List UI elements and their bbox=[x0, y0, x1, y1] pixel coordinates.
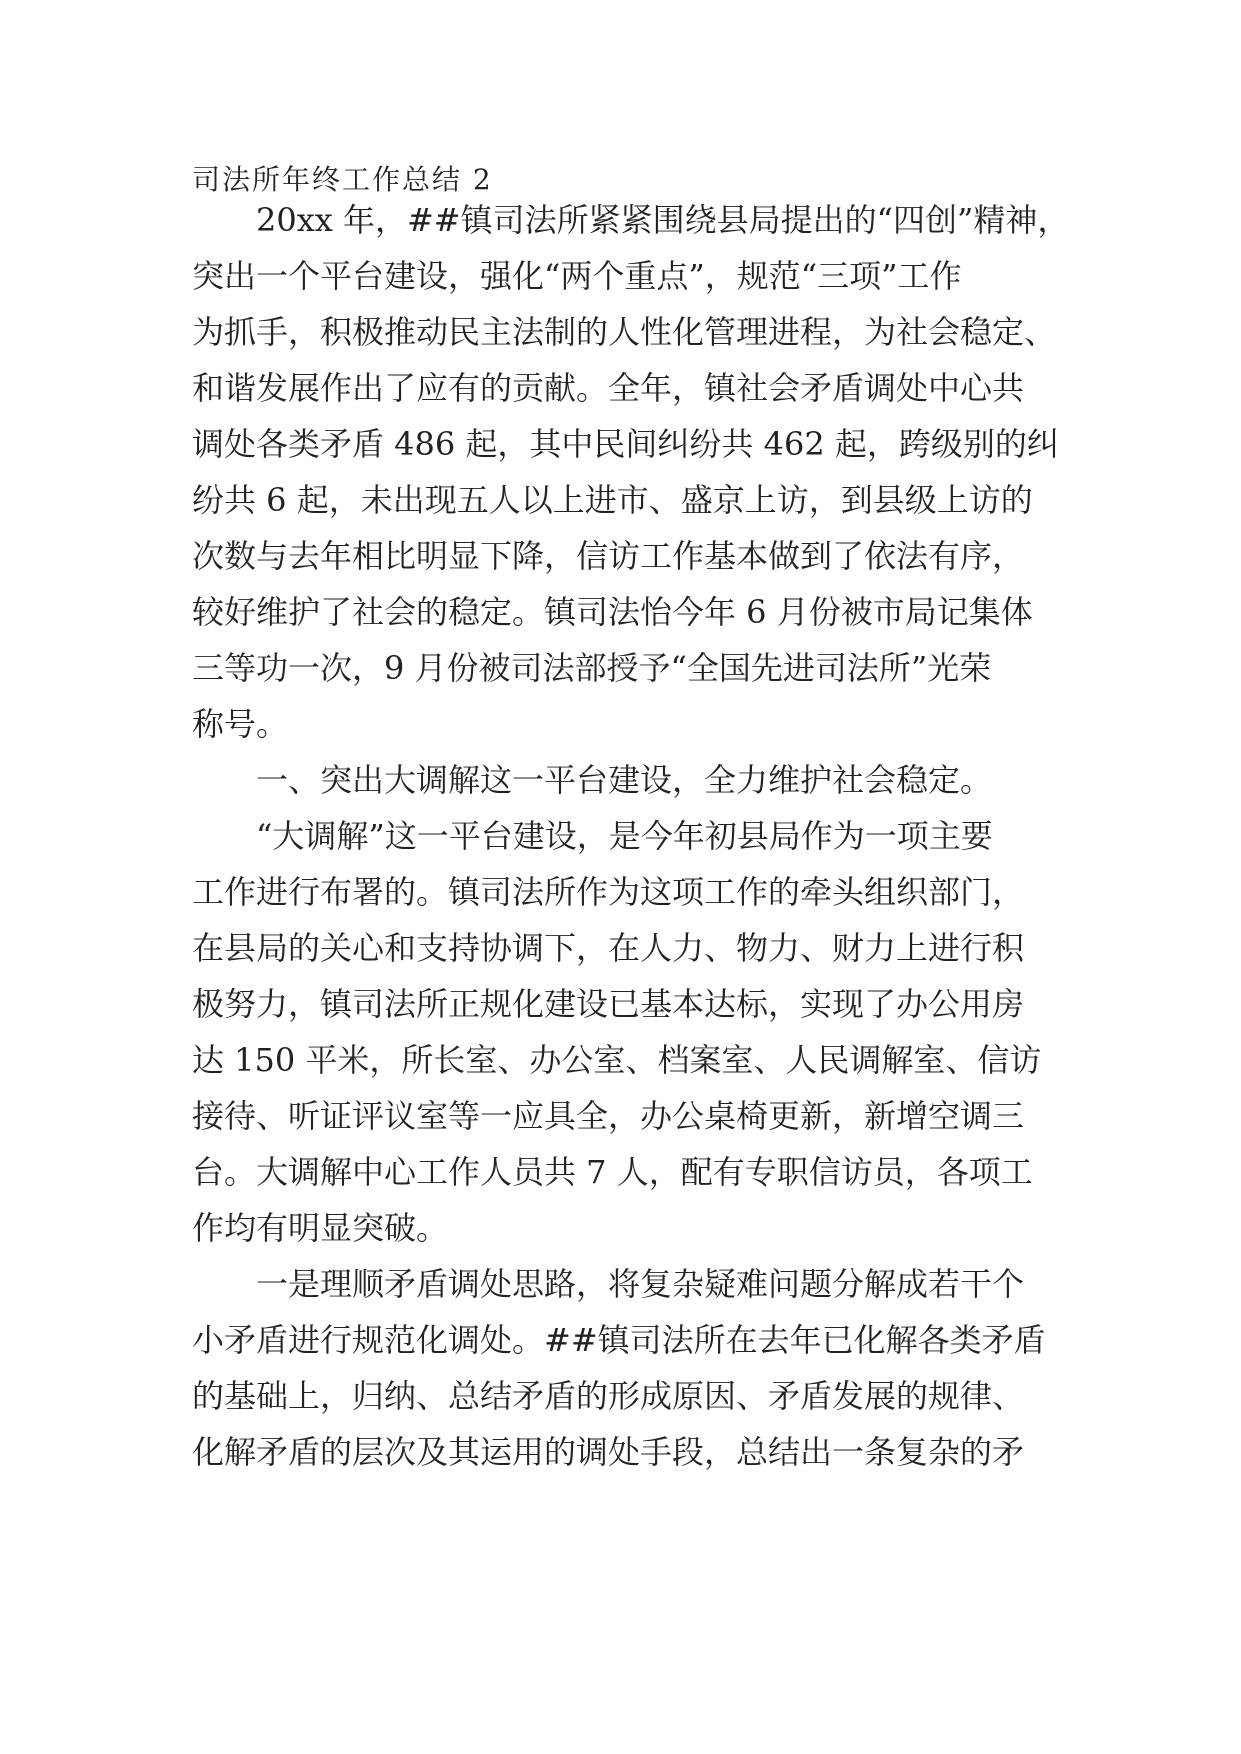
paragraph-line: 极努力，镇司法所正规化建设已基本达标，实现了办公用房 bbox=[192, 985, 1025, 1023]
paragraph-line: 小矛盾进行规范化调处。##镇司法所在去年已化解各类矛盾 bbox=[192, 1321, 1046, 1359]
paragraph-line: 为抓手，积极推动民主法制的人性化管理进程，为社会稳定、 bbox=[192, 313, 1057, 351]
paragraph-line: 达 150 平米，所长室、办公室、档案室、人民调解室、信访 bbox=[192, 1041, 1042, 1079]
paragraph-line: 突出一个平台建设，强化“两个重点”，规范“三项”工作 bbox=[192, 257, 962, 295]
paragraph-line: 台。大调解中心工作人员共 7 人，配有专职信访员，各项工 bbox=[192, 1153, 1033, 1191]
paragraph-line: “大调解”这一平台建设，是今年初县局作为一项主要 bbox=[256, 817, 993, 855]
paragraph-line: 20xx 年，##镇司法所紧紧围绕县局提出的“四创”精神， bbox=[256, 201, 1070, 239]
document-title: 司法所年终工作总结 2 bbox=[192, 163, 493, 196]
paragraph-line: 化解矛盾的层次及其运用的调处手段，总结出一条复杂的矛 bbox=[192, 1433, 1025, 1471]
paragraph-line: 的基础上，归纳、总结矛盾的形成原因、矛盾发展的规律、 bbox=[192, 1377, 1025, 1415]
section-heading: 一、突出大调解这一平台建设，全力维护社会稳定。 bbox=[256, 761, 993, 799]
paragraph-line: 较好维护了社会的稳定。镇司法怡今年 6 月份被市局记集体 bbox=[192, 593, 1033, 631]
paragraph-line: 称号。 bbox=[192, 705, 289, 743]
paragraph-line: 一是理顺矛盾调处思路，将复杂疑难问题分解成若干个 bbox=[256, 1265, 1025, 1303]
paragraph-line: 在县局的关心和支持协调下，在人力、物力、财力上进行积 bbox=[192, 929, 1025, 967]
paragraph-line: 调处各类矛盾 486 起，其中民间纠纷共 462 起，跨级别的纠 bbox=[192, 425, 1059, 463]
paragraph-line: 次数与去年相比明显下降，信访工作基本做到了依法有序， bbox=[192, 537, 1025, 575]
paragraph-line: 和谐发展作出了应有的贡献。全年，镇社会矛盾调处中心共 bbox=[192, 369, 1025, 407]
paragraph-line: 三等功一次，9 月份被司法部授予“全国先进司法所”光荣 bbox=[192, 649, 992, 687]
paragraph-line: 工作进行布署的。镇司法所作为这项工作的牵头组织部门， bbox=[192, 873, 1025, 911]
paragraph-line: 纷共 6 起，未出现五人以上进市、盛京上访，到县级上访的 bbox=[192, 481, 1033, 519]
paragraph-line: 作均有明显突破。 bbox=[192, 1209, 449, 1247]
paragraph-line: 接待、听证评议室等一应具全，办公桌椅更新，新增空调三 bbox=[192, 1097, 1025, 1135]
